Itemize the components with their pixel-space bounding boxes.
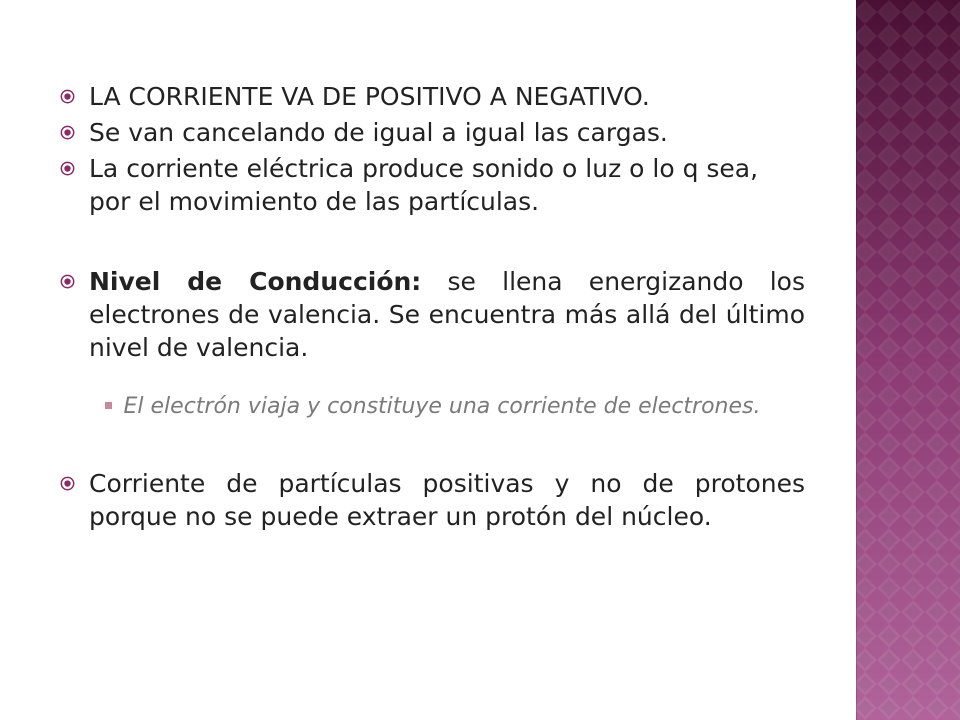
decorative-sidebar [853,0,960,720]
slide-body [60,80,805,533]
target-circle-icon [60,274,75,289]
bullet-cancel-charges [60,116,805,149]
bullet-current-direction [60,80,805,113]
bullet-conduction-level [60,265,805,364]
sub-bullet-electron [60,392,805,422]
bullet-text: se llena energizando los electrones de valencia. Se encuentra más allá del último nivel de valencia. [89,267,806,362]
bullet-label: Nivel de Conducción: [89,267,422,296]
target-circle-icon [60,125,75,140]
target-circle-icon [60,161,75,176]
bullet-text: Se van cancelando de igual a igual las cargas. [89,118,668,147]
sub-bullet-text: El electrón viaja y constituye una corriente de electrones. [123,394,761,419]
bullet-text: Corriente de partículas positivas y no de protones porque no se puede extraer un protón del núcleo. [89,469,805,531]
bullet-text: LA CORRIENTE VA DE POSITIVO A NEGATIVO. [89,82,650,111]
bullet-electric-current [60,152,805,218]
square-bullet-icon [105,402,112,409]
target-circle-icon [60,89,75,104]
bullet-text: La corriente eléctrica produce sonido o luz o lo q sea, por el movimiento de las partículas. [89,154,759,216]
bullet-positive-particles [60,467,805,533]
target-circle-icon [60,476,75,491]
